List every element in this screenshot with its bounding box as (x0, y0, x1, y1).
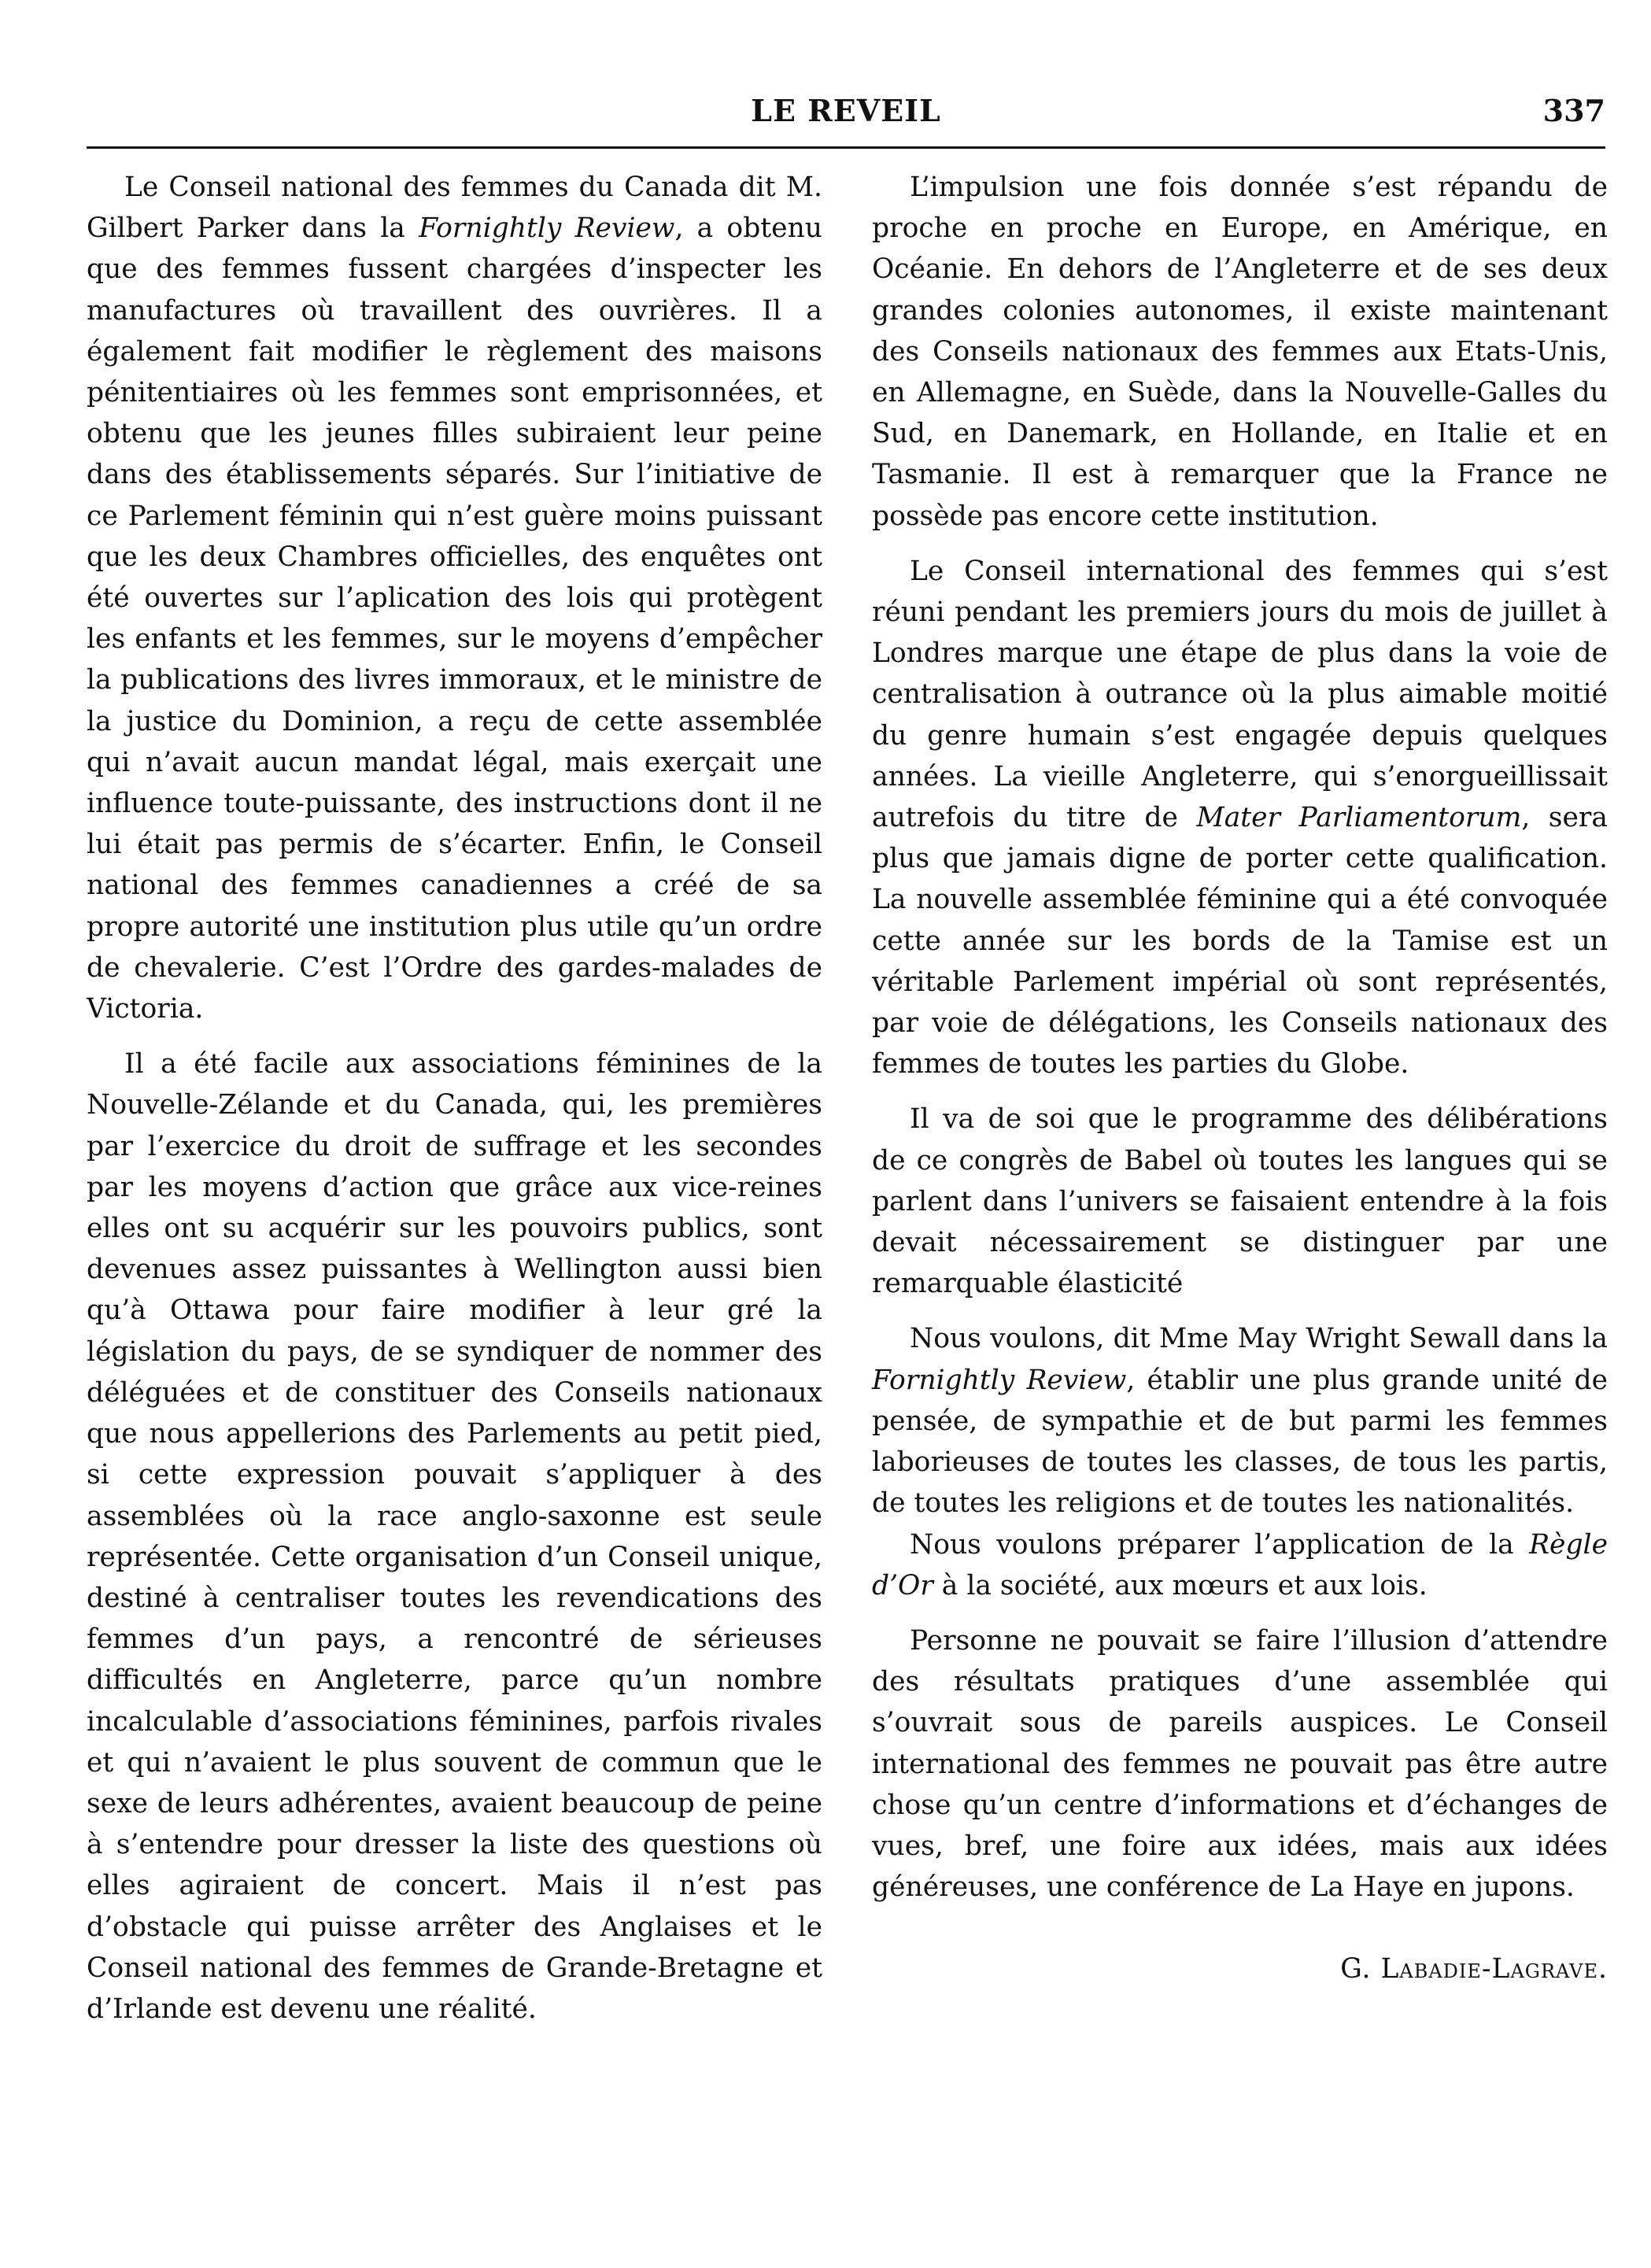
journal-title: Fornightly Review (872, 1364, 1127, 1396)
rule-title: Règle d’Or (872, 1528, 1608, 1601)
paragraph (872, 1318, 1608, 1524)
right-column (872, 167, 1608, 2004)
left-column (87, 167, 822, 2044)
text-run: à la société, aux mœurs et aux lois. (933, 1569, 1428, 1601)
text-run: , a obtenu que des femmes fussent chargées d’inspecter les manufactures où travaillent des ouvrières. Il a également fait modifier le règlement des maisons pénitentiaires où les femmes sont emprisonnées, et obtenu que les jeunes filles subiraient leur peine dans des établissements séparés. Sur l’initiative de ce Parlement féminin qui n’est guère moins puissant que les deux Chambres officielles, des enquêtes ont été ouvertes sur l’aplication des lois qui protègent les enfants et les femmes, sur le moyens d’empêcher la publications des livres immoraux, et le ministre de la justice du Dominion, a reçu de cette assemblée qui n’avait aucun mandat légal, mais exerçait une influence toute-puissante, des instructions dont il ne lui était pas permis de s’écarter. Enfin, le Conseil national des femmes canadiennes a créé de sa propre autorité une institution plus utile qu’un ordre de chevalerie. C’est l’Ordre des gardes-malades de Victoria. (87, 212, 823, 1025)
text-run: Le Conseil national des femmes du Canada dit M. Gilbert Parker dans la (87, 172, 822, 245)
paragraph (872, 551, 1608, 1085)
paragraph (87, 167, 822, 1029)
paragraph (872, 1524, 1608, 1606)
page-number: 337 (1542, 93, 1605, 128)
text-run: Le Conseil international des femmes qui s’est réuni pendant les premiers jours du mois de juillet à Londres marque une étape de plus dans la voie de centralisation à outrance où la plus aimable moitié du genre humain s’est engagée depuis quelques années. La vieille Angleterre, qui s’enorgueillissait autrefois du titre de (872, 555, 1608, 834)
author-signature: G. Labadie-Lagrave. (1340, 1953, 1608, 1985)
text-run: , sera plus que jamais digne de porter cette qualification. La nouvelle assemblée féminine qui a été convoquée cette année sur les bords de la Tamise est un véritable Parlement impérial où sont représentés, par voie de délégations, les Conseils nationaux des femmes de toutes les parties du Globe. (872, 802, 1608, 1080)
journal-title: Fornightly Review (419, 212, 675, 245)
paragraph: L’impulsion une fois donnée s’est répandu de proche en proche en Europe, en Amérique, en Océanie. En dehors de l’Angleterre et de ses deux grandes colonies autonomes, il existe maintenant des Conseils nationaux des femmes aux Etats-Unis, en Allemagne, en Suède, dans la Nouvelle-Galles du Sud, en Danemark, en Hollande, en Italie et en Tasmanie. Il est à remarquer que la France ne possède pas encore cette institution. (872, 172, 1608, 532)
text-run: Nous voulons préparer l’application de la (910, 1528, 1530, 1561)
page-header (87, 93, 1605, 148)
paragraph: Il a été facile aux associations féminines de la Nouvelle-Zélande et du Canada, qui, les premières par l’exercice du droit de suffrage et les secondes par les moyens d’action que grâce aux vice-reines elles ont su acquérir sur les pouvoirs publics, sont devenues assez puissantes à Wellington aussi bien qu’à Ottawa pour faire modifier à leur gré la législation du pays, de se syndiquer de nommer des déléguées et de constituer des Conseils nationaux que nous appellerions des Parlements au petit pied, si cette expression pouvait s’appliquer à des assemblées où la race anglo-saxonne est seule représentée. Cette organisation d’un Conseil unique, destiné à centraliser toutes les revendications des femmes d’un pays, a rencontré de sérieuses difficultés en Angleterre, parce qu’un nombre incalculable d’associations féminines, parfois rivales et qui n’avaient le plus souvent de commun que le sexe de leurs adhérentes, avaient beaucoup de peine à s’entendre pour dresser la liste des questions où elles agiraient de concert. Mais il n’est pas d’obstacle qui puisse arrêter des Anglaises et le Conseil national des femmes de Grande-Bretagne et d’Irlande est devenu une réalité. (87, 1048, 822, 2025)
latin-title: Mater Parliamentorum (1196, 802, 1522, 834)
header-rule (87, 146, 1605, 149)
text-run: Nous voulons, dit Mme May Wright Sewall dans la (910, 1323, 1608, 1355)
paragraph: Personne ne pouvait se faire l’illusion d’attendre des résultats pratiques d’une assemblée qui s’ouvrait sous de pareils auspices. Le Conseil international des femmes ne pouvait pas être autre chose qu’un centre d’informations et d’échanges de vues, bref, une foire aux idées, mais aux idées généreuses, une conférence de La Haye en jupons. (872, 1624, 1608, 1904)
paragraph: Il va de soi que le programme des délibérations de ce congrès de Babel où toutes les langues qui se parlent dans l’univers se faisaient entendre à la fois devait nécessairement se distinguer par une remarquable élasticité (872, 1103, 1608, 1300)
running-title: LE REVEIL (751, 93, 941, 128)
text-run: , établir une plus grande unité de pensée, de sympathie et de but parmi les femmes laborieuses de toutes les classes, de tous les partis, de toutes les religions et de toutes les nationalités. (872, 1364, 1609, 1520)
